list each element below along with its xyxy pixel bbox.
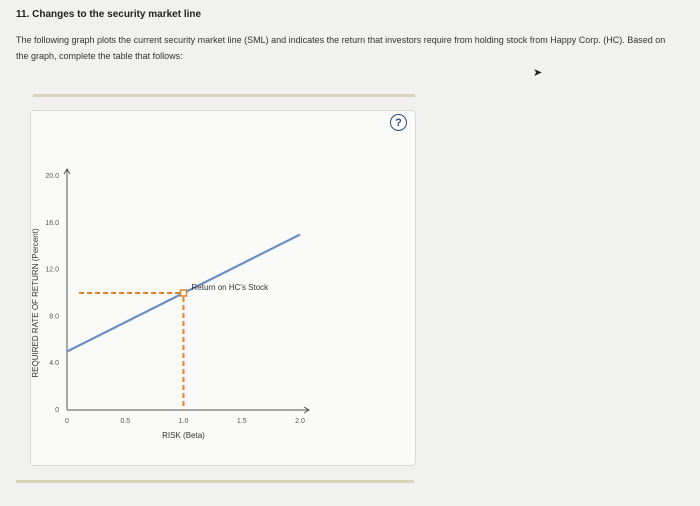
- x-tick-label: 0.5: [120, 418, 131, 425]
- mouse-cursor-icon: ➤: [533, 67, 543, 79]
- y-tick-label: 12.0: [45, 266, 59, 274]
- hc-stock-point: [181, 290, 187, 296]
- x-tick-label: 0: [65, 418, 69, 425]
- y-tick-label: 16.0: [45, 219, 59, 227]
- x-axis-label: RISK (Beta): [162, 431, 205, 440]
- help-button[interactable]: ?: [390, 114, 407, 131]
- y-tick-label: 20.0: [45, 173, 59, 180]
- bottom-divider: [16, 480, 414, 483]
- y-axis-label: REQUIRED RATE OF RETURN (Percent): [31, 228, 40, 378]
- question-intro: The following graph plots the current security market line (SML) and indicates the return that investors require from holding stock from Happy Corp. (HC). Based on the graph, complete the table that follows:: [16, 35, 666, 61]
- y-tick-label: 8.0: [49, 313, 59, 321]
- y-tick-label: 4.0: [49, 360, 59, 368]
- x-tick-label: 2.0: [295, 418, 305, 425]
- hc-stock-label: Return on HC's Stock: [191, 283, 269, 292]
- y-tick-label: 0: [55, 407, 59, 414]
- x-tick-label: 1.5: [236, 418, 247, 425]
- x-tick-label: 1.0: [178, 418, 189, 425]
- question-title: 11. Changes to the security market line: [16, 9, 202, 20]
